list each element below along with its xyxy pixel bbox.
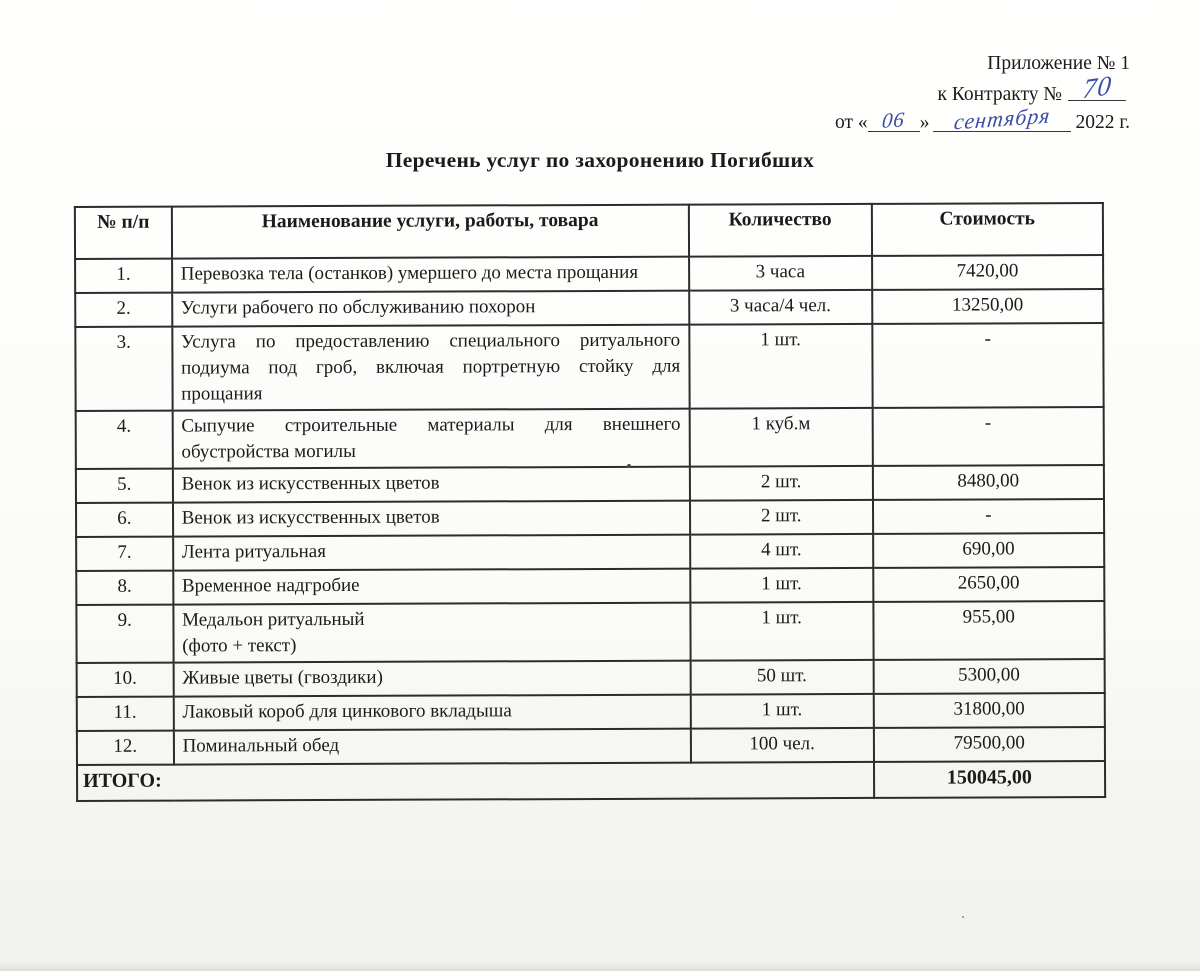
service-quantity: 2 шт. xyxy=(690,500,873,535)
appendix-line: Приложение № 1 xyxy=(987,53,1130,74)
service-cost: - xyxy=(872,407,1104,466)
service-quantity: 1 шт. xyxy=(690,568,873,603)
row-number: 8. xyxy=(76,571,173,605)
date-month-field xyxy=(933,102,1071,135)
service-name: Сыпучие строительные материалы для внешнего обустройства могилы xyxy=(172,409,689,469)
date-prefix: от « xyxy=(835,112,868,133)
service-cost: 5300,00 xyxy=(873,659,1104,694)
service-name: Венок из искусственных цветов xyxy=(172,467,689,503)
service-cost: - xyxy=(872,323,1104,408)
service-name: Живые цветы (гвоздики) xyxy=(173,661,690,697)
table-row xyxy=(76,533,1104,571)
contract-number-handwritten: 70 xyxy=(1081,69,1114,105)
table-row xyxy=(76,465,1104,503)
row-number: 3. xyxy=(75,327,172,411)
contract-line xyxy=(835,69,1130,109)
service-name: Временное надгробие xyxy=(173,569,690,605)
service-quantity: 1 шт. xyxy=(689,324,872,409)
service-quantity: 2 шт. xyxy=(690,466,873,501)
table-row xyxy=(75,323,1103,411)
contract-number-field xyxy=(1068,69,1126,105)
row-number: 4. xyxy=(76,411,173,469)
service-cost: 690,00 xyxy=(873,533,1104,568)
service-cost: 8480,00 xyxy=(873,465,1104,500)
total-label: ИТОГО: xyxy=(77,762,874,801)
service-cost: 2650,00 xyxy=(873,567,1104,602)
table-row xyxy=(76,601,1104,663)
service-quantity: 4 шт. xyxy=(690,534,873,569)
table-row xyxy=(75,289,1103,327)
service-name: Услуга по предоставлению специального ритуального подиума под гроб, включая портретную стойку для прощания xyxy=(172,325,689,411)
table-header-row xyxy=(75,203,1103,259)
scan-speck xyxy=(962,916,964,918)
service-cost: 79500,00 xyxy=(874,727,1105,762)
service-name: Поминальный обед xyxy=(173,729,690,765)
service-cost: 13250,00 xyxy=(872,289,1103,324)
date-line xyxy=(835,102,1130,137)
service-quantity: 3 часа xyxy=(689,256,872,291)
scan-speck xyxy=(228,338,230,340)
table-row xyxy=(76,407,1104,469)
service-cost: 7420,00 xyxy=(872,255,1103,290)
row-number: 1. xyxy=(75,259,172,293)
service-cost: 955,00 xyxy=(873,601,1105,660)
row-number: 2. xyxy=(75,293,172,327)
table-row xyxy=(75,255,1103,293)
services-table xyxy=(74,202,1106,802)
row-number: 11. xyxy=(77,697,174,731)
scan-speck xyxy=(627,464,631,468)
table-row xyxy=(76,567,1104,605)
total-row xyxy=(77,761,1105,801)
service-name: Лента ритуальная xyxy=(173,535,690,571)
col-header-name: Наименование услуги, работы, товара xyxy=(171,205,688,259)
row-number: 12. xyxy=(77,731,174,765)
service-quantity: 50 шт. xyxy=(690,660,873,695)
date-month-handwritten: сентября xyxy=(953,102,1052,135)
service-name: Услуги рабочего по обслуживанию похорон xyxy=(172,291,689,327)
service-quantity: 100 чел. xyxy=(691,728,874,763)
service-quantity: 1 шт. xyxy=(690,602,873,661)
date-close-quote: » xyxy=(919,112,930,133)
row-number: 10. xyxy=(77,663,174,697)
service-name: Лаковый короб для цинкового вкладыша xyxy=(173,695,690,731)
col-header-number: № п/п xyxy=(75,207,172,259)
row-number: 9. xyxy=(76,605,173,663)
service-cost: 31800,00 xyxy=(873,693,1104,728)
service-cost: - xyxy=(873,499,1104,534)
service-name: Венок из искусственных цветов xyxy=(173,501,690,537)
appendix-block xyxy=(835,50,1130,137)
service-name: Медальон ритуальный (фото + текст) xyxy=(173,603,690,663)
services-table-wrapper xyxy=(74,202,1106,802)
table-row xyxy=(77,727,1105,765)
date-day-handwritten: 06 xyxy=(880,107,907,133)
date-year: 2022 г. xyxy=(1075,112,1130,133)
table-row xyxy=(77,693,1105,731)
row-number: 6. xyxy=(76,503,173,537)
row-number: 5. xyxy=(76,469,173,503)
col-header-quantity: Количество xyxy=(689,204,872,257)
service-quantity: 1 куб.м xyxy=(689,408,872,467)
document-title: Перечень услуг по захоронению Погибших xyxy=(385,148,815,172)
date-day-field xyxy=(868,109,920,132)
table-row xyxy=(76,499,1104,537)
service-name: Перевозка тела (останков) умершего до места прощания xyxy=(172,257,689,293)
service-quantity: 1 шт. xyxy=(690,694,873,729)
col-header-cost: Стоимость xyxy=(872,203,1104,256)
contract-prefix: к Контракту № xyxy=(937,84,1062,105)
total-value: 150045,00 xyxy=(874,761,1105,798)
table-body xyxy=(75,255,1105,765)
service-quantity: 3 часа/4 чел. xyxy=(689,290,872,325)
row-number: 7. xyxy=(76,537,173,571)
table-row xyxy=(77,659,1105,697)
